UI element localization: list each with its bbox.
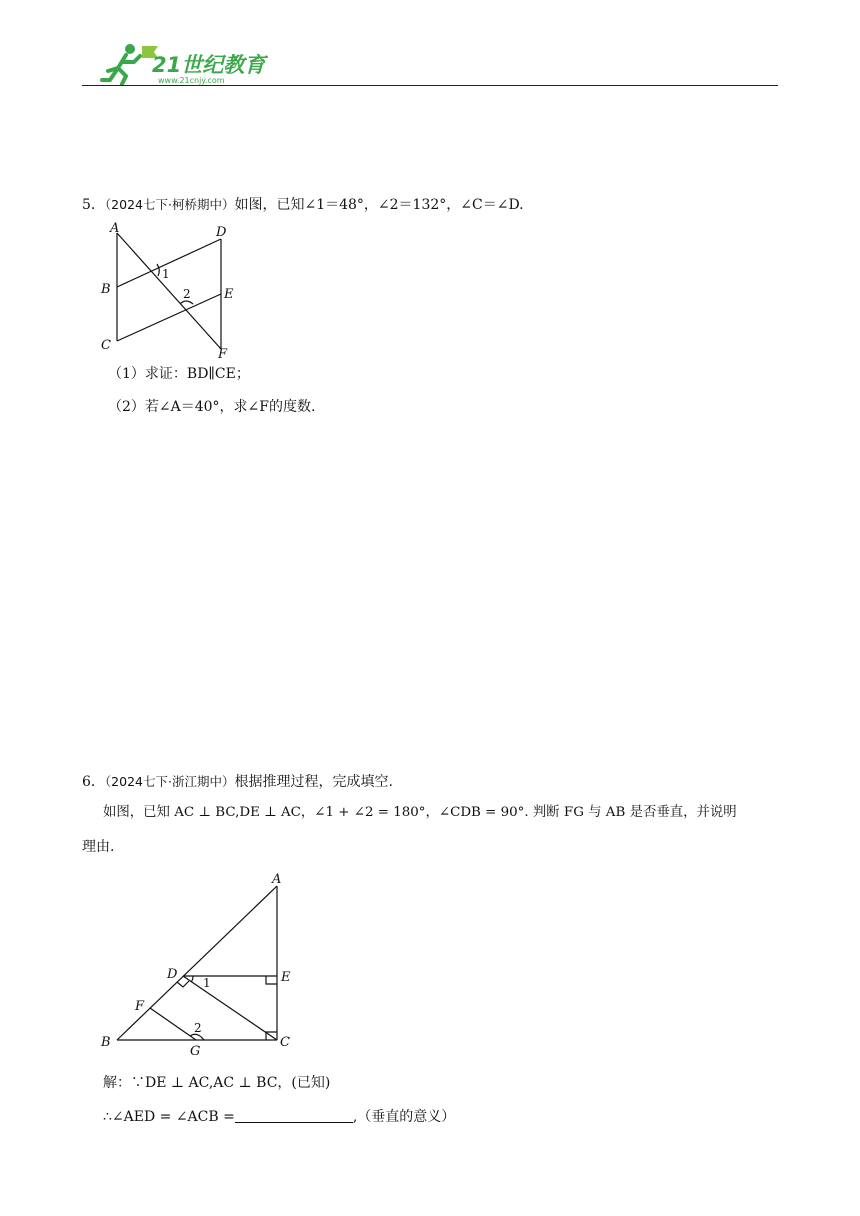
q6-right-angle-d (177, 981, 189, 987)
header-rule (82, 85, 778, 86)
q6-right-angle-e (266, 976, 277, 984)
q6-intro-line1: 如图，已知 AC ⊥ BC,DE ⊥ AC，∠1 + ∠2 = 180°，∠CDB = 90°. 判断 FG 与 AB 是否垂直，并说明 (103, 805, 737, 820)
q5-figure (95, 218, 255, 363)
logo-text: 21世纪教育 (152, 53, 266, 77)
q5-angle2-arc (180, 301, 193, 304)
q6-source: （2024七下·浙江期中） (104, 774, 235, 789)
q6-intro-line2: 理由. (82, 839, 115, 855)
logo-url: www.21cnjy.com (158, 76, 225, 85)
q5-part2: （2）若∠A＝40°，求∠F的度数. (108, 399, 316, 415)
q5-number: 5． (82, 197, 105, 213)
q6-segment-ab (117, 886, 277, 1040)
q6-stem: 根据推理过程，完成填空. (234, 774, 393, 790)
runner-icon (102, 44, 158, 84)
q5-label-e: E (224, 287, 234, 302)
q6-solution-line2 (103, 1107, 455, 1127)
q6-angle1-arc (191, 976, 193, 982)
q6-label-a: A (272, 872, 282, 887)
q5-label-f: F (218, 347, 228, 362)
q6-solution-line1: 解：∵DE ⊥ AC,AC ⊥ BC，(已知) (103, 1075, 331, 1091)
q5-label-b: B (101, 282, 111, 297)
q5-source: （2024七下·柯桥期中） (104, 197, 235, 212)
q5-label-a: A (110, 221, 120, 236)
q6-label-c: C (280, 1035, 290, 1050)
q6-label-d: D (167, 967, 178, 982)
q6-solution-line2-before: ∴∠AED = ∠ACB = (103, 1109, 235, 1125)
q6-stem-line (82, 772, 393, 792)
q6-label-b: B (101, 1035, 111, 1050)
q5-angle1-arc (157, 264, 159, 276)
q5-angle2-label: 2 (183, 287, 191, 301)
q6-number: 6． (82, 774, 105, 790)
q6-angle2-label: 2 (194, 1021, 202, 1035)
q5-angle1-label: 1 (162, 267, 170, 281)
q6-label-e: E (281, 970, 291, 985)
q6-label-g: G (190, 1044, 201, 1059)
q6-answer-blank[interactable] (235, 1108, 353, 1123)
q5-label-c: C (101, 338, 111, 353)
q5-part1: （1）求证：BD∥CE； (108, 366, 250, 382)
q6-figure (98, 866, 298, 1060)
q6-angle1-label: 1 (203, 976, 211, 990)
q5-stem: 如图，已知∠1＝48°，∠2＝132°，∠C＝∠D. (234, 197, 524, 213)
q5-segment-af (117, 233, 221, 349)
q5-label-d: D (216, 225, 227, 240)
q5-stem-line (82, 195, 524, 215)
q6-label-f: F (135, 999, 145, 1014)
q5-segment-ce (117, 294, 221, 341)
q6-segment-fg (150, 1008, 196, 1040)
q6-solution-line2-after: ,（垂直的意义） (352, 1109, 456, 1125)
header-logo (100, 40, 270, 88)
